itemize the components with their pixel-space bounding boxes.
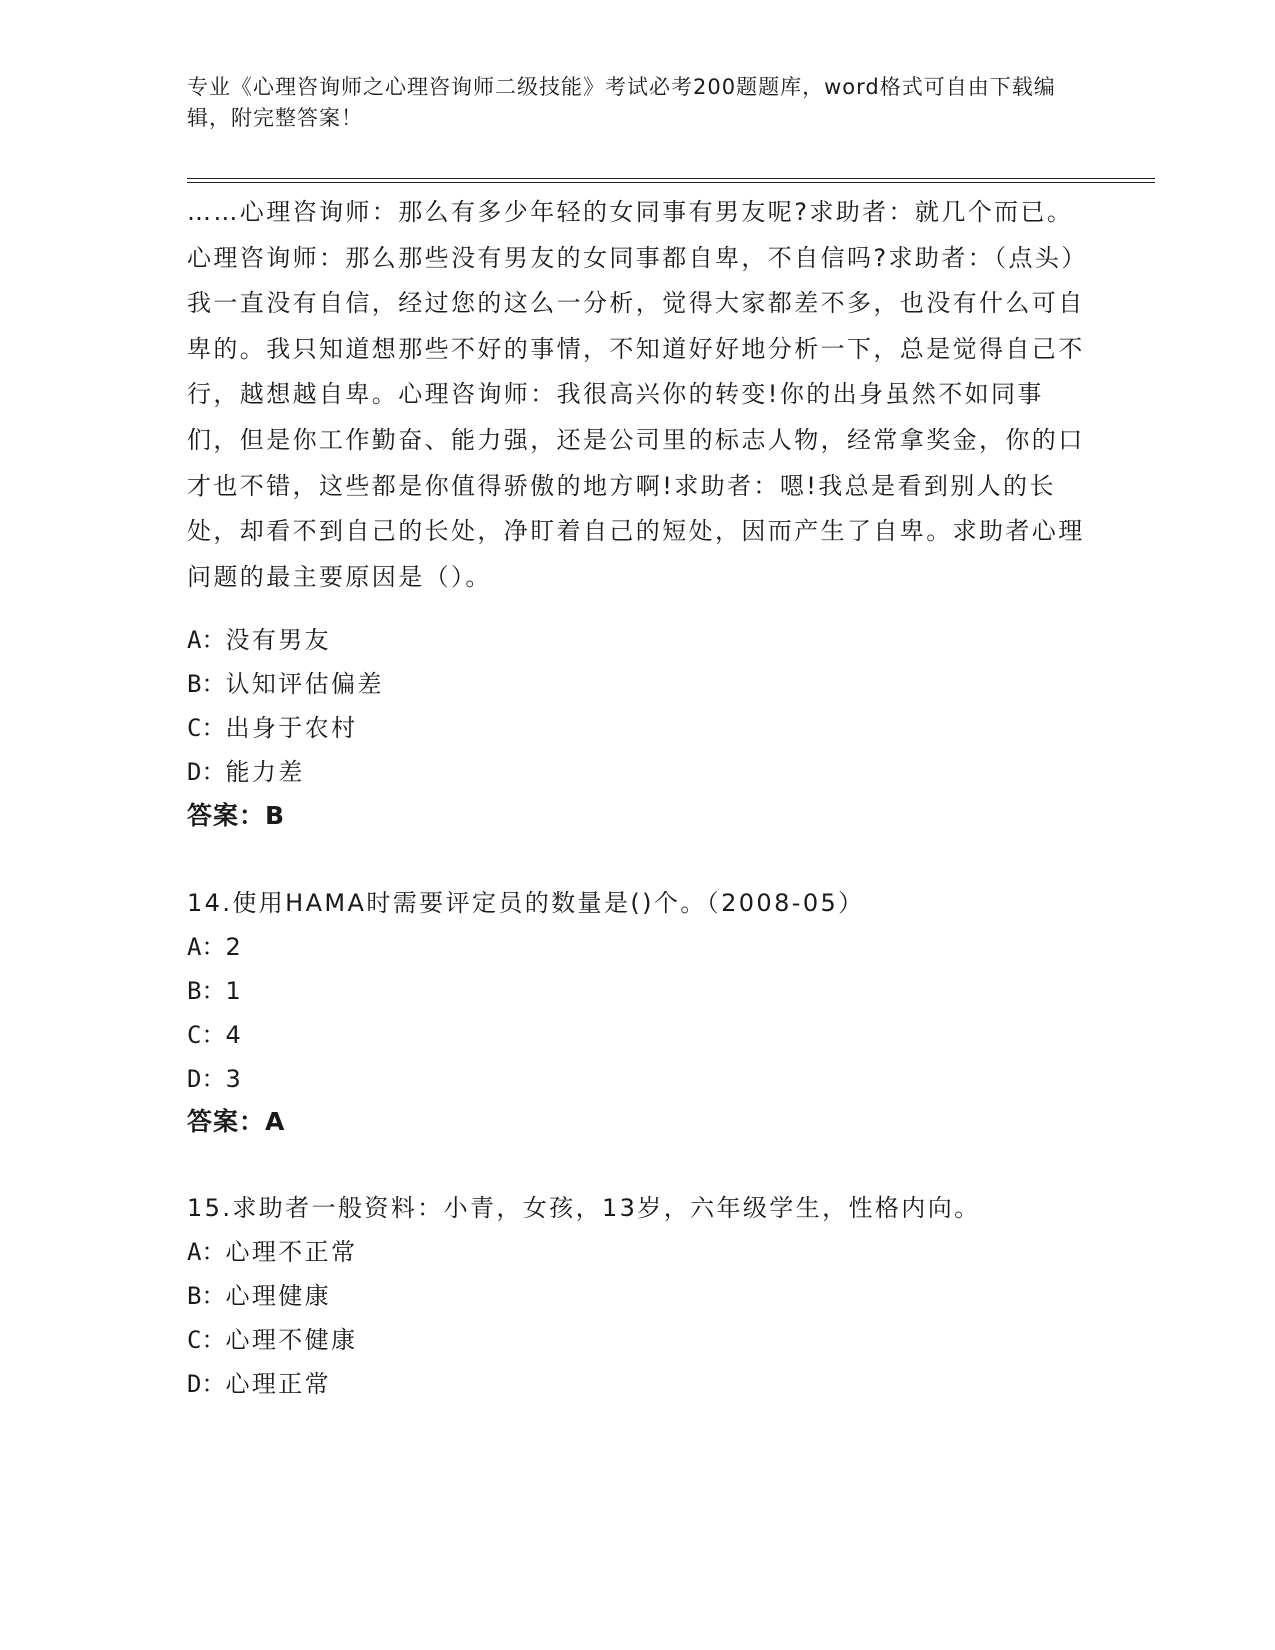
question-13-option-a xyxy=(187,620,331,655)
option-key: B： xyxy=(187,670,226,698)
question-14-option-a xyxy=(187,927,243,962)
question-15-option-c xyxy=(187,1320,357,1355)
option-key: B： xyxy=(187,977,226,1005)
option-key: B： xyxy=(187,1282,226,1310)
question-13-passage: ……心理咨询师：那么有多少年轻的女同事有男友呢?求助者：就几个而已。心理咨询师：那么那些没有男友的女同事都自卑，不自信吗?求助者：（点头）我一直没有自信，经过您的这么一分析，觉得大家都差不多，也没有什么可自卑的。我只知道想那些不好的事情，不知道好好地分析一下，总是觉得自己不行，越想越自卑。心理咨询师：我很高兴你的转变!你的出身虽然不如同事们，但是你工作勤奋、能力强，还是公司里的标志人物，经常拿奖金，你的口才也不错，这些都是你值得骄傲的地方啊!求助者：嗯!我总是看到别人的长处，却看不到自己的长处，净盯着自己的短处，因而产生了自卑。求助者心理问题的最主要原因是（）。 xyxy=(187,198,1085,591)
header-divider-top xyxy=(187,178,1155,179)
option-key: A： xyxy=(187,933,226,961)
option-key: C： xyxy=(187,714,226,742)
question-14-option-d xyxy=(187,1059,243,1094)
question-14-stem: 14.使用HAMA时需要评定员的数量是()个。（2008-05） xyxy=(187,889,865,917)
option-text: 2 xyxy=(225,933,244,961)
question-13-answer: 答案：B xyxy=(187,801,286,830)
option-key: C： xyxy=(187,1021,226,1049)
option-text: 心理正常 xyxy=(225,1370,332,1398)
question-15-stem: 15.求助者一般资料：小青，女孩，13岁，六年级学生，性格内向。 xyxy=(187,1194,981,1222)
option-text: 没有男友 xyxy=(225,626,332,654)
option-text: 4 xyxy=(225,1021,244,1049)
option-text: 能力差 xyxy=(225,758,305,786)
question-14-option-c xyxy=(187,1015,243,1050)
option-key: A： xyxy=(187,626,226,654)
option-text: 认知评估偏差 xyxy=(225,670,384,698)
option-key: D： xyxy=(187,1370,226,1398)
option-key: D： xyxy=(187,758,226,786)
question-14-answer: 答案：A xyxy=(187,1107,286,1136)
option-text: 1 xyxy=(225,977,244,1005)
header-divider-bottom xyxy=(187,182,1155,183)
option-text: 心理不健康 xyxy=(225,1326,358,1354)
option-key: C： xyxy=(187,1326,226,1354)
question-14-option-b xyxy=(187,971,243,1006)
question-13-option-c xyxy=(187,708,357,743)
question-15-option-a xyxy=(187,1232,357,1267)
option-text: 3 xyxy=(225,1065,244,1093)
option-text: 出身于农村 xyxy=(225,714,358,742)
option-text: 心理不正常 xyxy=(225,1238,358,1266)
question-13-option-d xyxy=(187,752,305,787)
question-15-option-d xyxy=(187,1364,331,1399)
option-key: A： xyxy=(187,1238,226,1266)
question-13-option-b xyxy=(187,664,384,699)
question-15-option-b xyxy=(187,1276,331,1311)
option-key: D： xyxy=(187,1065,226,1093)
document-header: 专业《心理咨询师之心理咨询师二级技能》考试必考200题题库，word格式可自由下载编辑，附完整答案！ xyxy=(187,75,1056,130)
option-text: 心理健康 xyxy=(225,1282,332,1310)
